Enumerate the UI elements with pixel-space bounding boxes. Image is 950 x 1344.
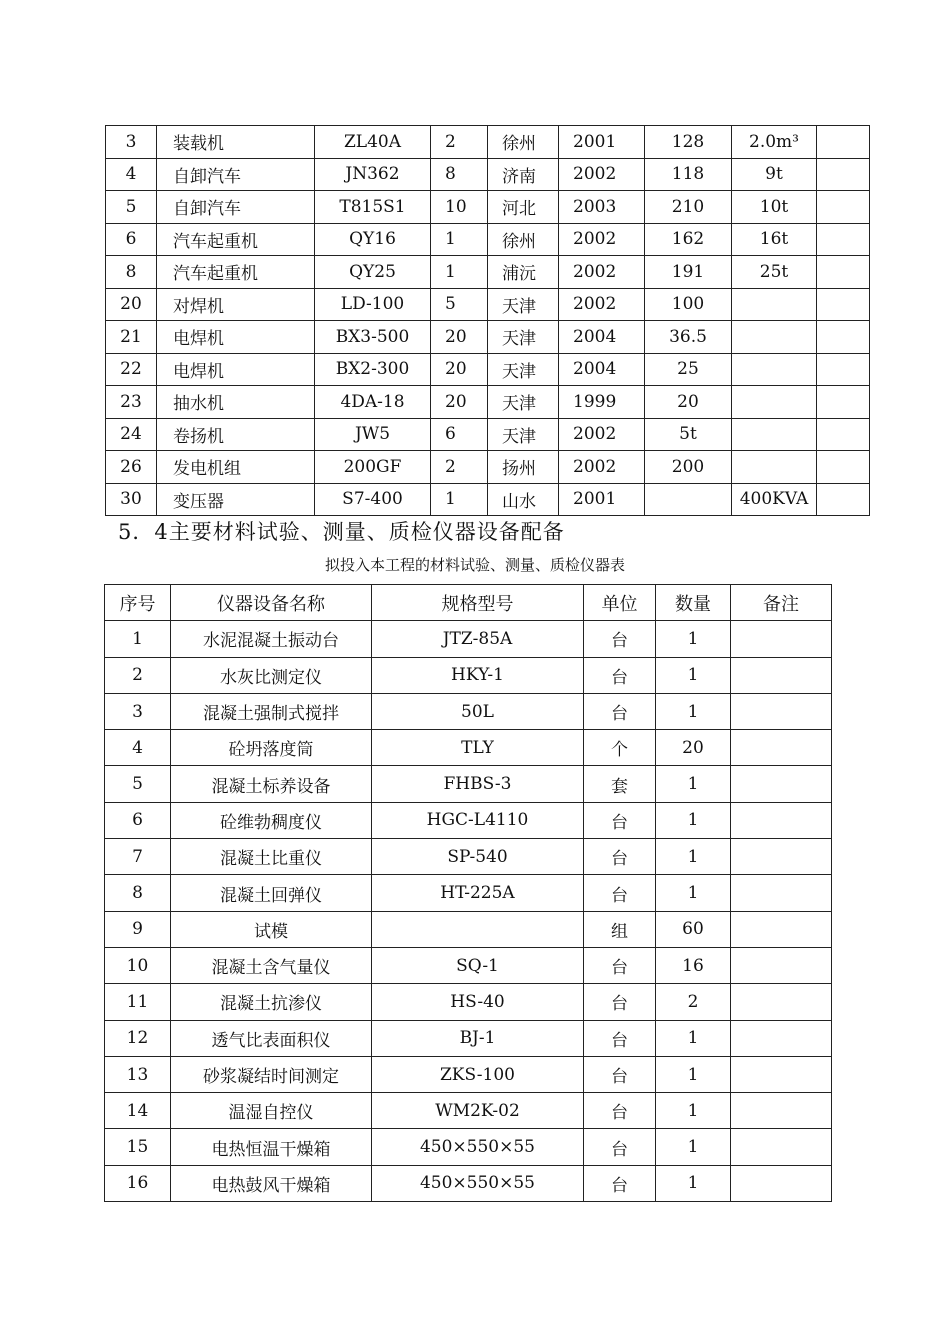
- cell-origin: 天津: [488, 288, 559, 321]
- cell-remark: [731, 730, 832, 766]
- cell-extra: [817, 158, 870, 191]
- cell-capacity: 10t: [732, 191, 817, 224]
- cell-remark: [731, 984, 832, 1020]
- table-row: [105, 802, 832, 838]
- table-row: [105, 1093, 832, 1129]
- cell-name: 砂浆凝结时间测定: [171, 1056, 372, 1092]
- cell-model: 450×550×55: [372, 1165, 584, 1201]
- cell-name: 发电机组: [157, 451, 315, 484]
- cell-extra: [817, 223, 870, 256]
- cell-remark: [731, 947, 832, 983]
- cell-count: 2: [431, 451, 488, 484]
- cell-capacity: [732, 353, 817, 386]
- cell-year: 2002: [559, 223, 645, 256]
- cell-origin: 济南: [488, 158, 559, 191]
- cell-name: 水泥混凝土振动台: [171, 621, 372, 657]
- cell-seq: 4: [106, 158, 157, 191]
- cell-seq: 5: [106, 191, 157, 224]
- cell-name: 自卸汽车: [157, 158, 315, 191]
- cell-model: ZL40A: [315, 126, 431, 159]
- cell-year: 1999: [559, 386, 645, 419]
- table-row: [106, 451, 870, 484]
- cell-remark: [731, 875, 832, 911]
- cell-model: BX2-300: [315, 353, 431, 386]
- cell-year: 2002: [559, 158, 645, 191]
- cell-name: 混凝土含气量仪: [171, 947, 372, 983]
- table-row: [105, 1020, 832, 1056]
- cell-origin: 天津: [488, 353, 559, 386]
- cell-year: 2004: [559, 353, 645, 386]
- cell-name: 对焊机: [157, 288, 315, 321]
- cell-model: JN362: [315, 158, 431, 191]
- cell-name: 混凝土回弹仪: [171, 875, 372, 911]
- cell-remark: [731, 621, 832, 657]
- cell-remark: [731, 1093, 832, 1129]
- cell-year: 2002: [559, 418, 645, 451]
- cell-count: 5: [431, 288, 488, 321]
- cell-qty: 1: [656, 1056, 731, 1092]
- table-row: [106, 483, 870, 516]
- cell-power: 200: [645, 451, 732, 484]
- cell-model: HT-225A: [372, 875, 584, 911]
- cell-model: 200GF: [315, 451, 431, 484]
- cell-name: 电焊机: [157, 353, 315, 386]
- cell-seq: 7: [105, 839, 171, 875]
- cell-qty: 1: [656, 839, 731, 875]
- cell-power: 162: [645, 223, 732, 256]
- cell-name: 砼坍落度筒: [171, 730, 372, 766]
- cell-model: ZKS-100: [372, 1056, 584, 1092]
- table-row: [105, 1165, 832, 1201]
- cell-extra: [817, 353, 870, 386]
- cell-unit: 台: [584, 1129, 656, 1165]
- cell-unit: 台: [584, 875, 656, 911]
- table-row: [106, 126, 870, 159]
- cell-model: QY16: [315, 223, 431, 256]
- cell-seq: 2: [105, 657, 171, 693]
- cell-extra: [817, 483, 870, 516]
- cell-model: 4DA-18: [315, 386, 431, 419]
- instrument-table: [104, 584, 832, 1202]
- cell-seq: 6: [105, 802, 171, 838]
- cell-seq: 4: [105, 730, 171, 766]
- cell-name: 混凝土比重仪: [171, 839, 372, 875]
- cell-extra: [817, 451, 870, 484]
- cell-model: HS-40: [372, 984, 584, 1020]
- header-seq: 序号: [105, 585, 171, 621]
- cell-qty: 1: [656, 693, 731, 729]
- cell-extra: [817, 288, 870, 321]
- cell-remark: [731, 911, 832, 947]
- cell-remark: [731, 1129, 832, 1165]
- cell-name: 混凝土强制式搅拌: [171, 693, 372, 729]
- cell-qty: 16: [656, 947, 731, 983]
- cell-year: 2002: [559, 451, 645, 484]
- cell-seq: 16: [105, 1165, 171, 1201]
- cell-origin: 天津: [488, 386, 559, 419]
- cell-origin: 浦沅: [488, 256, 559, 289]
- table-row: [105, 1056, 832, 1092]
- cell-name: 透气比表面积仪: [171, 1020, 372, 1056]
- cell-qty: 1: [656, 766, 731, 802]
- cell-name: 装载机: [157, 126, 315, 159]
- cell-count: 6: [431, 418, 488, 451]
- cell-name: 混凝土抗渗仪: [171, 984, 372, 1020]
- cell-capacity: [732, 451, 817, 484]
- cell-name: 电焊机: [157, 321, 315, 354]
- cell-unit: 台: [584, 947, 656, 983]
- cell-capacity: [732, 288, 817, 321]
- cell-origin: 徐州: [488, 223, 559, 256]
- table-row: [106, 256, 870, 289]
- cell-seq: 15: [105, 1129, 171, 1165]
- cell-seq: 21: [106, 321, 157, 354]
- cell-seq: 11: [105, 984, 171, 1020]
- cell-year: 2001: [559, 483, 645, 516]
- header-unit: 单位: [584, 585, 656, 621]
- header-qty: 数量: [656, 585, 731, 621]
- cell-unit: 套: [584, 766, 656, 802]
- cell-power: 25: [645, 353, 732, 386]
- cell-capacity: [732, 418, 817, 451]
- table-row: [105, 1129, 832, 1165]
- equipment-table-body: [106, 126, 870, 516]
- cell-name: 自卸汽车: [157, 191, 315, 224]
- cell-year: 2004: [559, 321, 645, 354]
- instrument-table-body: [105, 621, 832, 1202]
- cell-name: 砼维勃稠度仪: [171, 802, 372, 838]
- cell-unit: 台: [584, 693, 656, 729]
- cell-model: SQ-1: [372, 947, 584, 983]
- cell-name: 温湿自控仪: [171, 1093, 372, 1129]
- cell-capacity: 2.0m³: [732, 126, 817, 159]
- cell-origin: 天津: [488, 418, 559, 451]
- cell-seq: 13: [105, 1056, 171, 1092]
- cell-model: SP-540: [372, 839, 584, 875]
- cell-model: JW5: [315, 418, 431, 451]
- cell-count: 1: [431, 223, 488, 256]
- cell-seq: 20: [106, 288, 157, 321]
- cell-seq: 14: [105, 1093, 171, 1129]
- section-title: 5．4主要材料试验、测量、质检仪器设备配备: [118, 520, 565, 544]
- cell-extra: [817, 321, 870, 354]
- cell-qty: 1: [656, 802, 731, 838]
- cell-model: TLY: [372, 730, 584, 766]
- cell-qty: 1: [656, 621, 731, 657]
- cell-power: 191: [645, 256, 732, 289]
- cell-name: 汽车起重机: [157, 256, 315, 289]
- cell-model: LD-100: [315, 288, 431, 321]
- cell-extra: [817, 256, 870, 289]
- table-caption: 拟投入本工程的材料试验、测量、质检仪器表: [324, 556, 625, 574]
- cell-unit: 台: [584, 1093, 656, 1129]
- cell-model: HGC-L4110: [372, 802, 584, 838]
- cell-unit: 台: [584, 621, 656, 657]
- cell-remark: [731, 693, 832, 729]
- cell-year: 2001: [559, 126, 645, 159]
- cell-seq: 22: [106, 353, 157, 386]
- cell-unit: 组: [584, 911, 656, 947]
- table-row: [106, 158, 870, 191]
- cell-power: [645, 483, 732, 516]
- cell-name: 水灰比测定仪: [171, 657, 372, 693]
- cell-model: JTZ-85A: [372, 621, 584, 657]
- cell-origin: 山水: [488, 483, 559, 516]
- cell-capacity: [732, 321, 817, 354]
- table-row: [105, 766, 832, 802]
- table-row: [105, 839, 832, 875]
- cell-name: 电热鼓风干燥箱: [171, 1165, 372, 1201]
- cell-origin: 天津: [488, 321, 559, 354]
- cell-extra: [817, 418, 870, 451]
- cell-qty: 1: [656, 1020, 731, 1056]
- table-row: [105, 875, 832, 911]
- cell-unit: 台: [584, 1165, 656, 1201]
- cell-count: 20: [431, 386, 488, 419]
- cell-name: 抽水机: [157, 386, 315, 419]
- equipment-table: [105, 125, 870, 516]
- table-row: [106, 223, 870, 256]
- cell-count: 10: [431, 191, 488, 224]
- cell-model: BX3-500: [315, 321, 431, 354]
- cell-remark: [731, 802, 832, 838]
- cell-seq: 3: [106, 126, 157, 159]
- header-model: 规格型号: [372, 585, 584, 621]
- cell-power: 100: [645, 288, 732, 321]
- cell-seq: 24: [106, 418, 157, 451]
- cell-remark: [731, 657, 832, 693]
- cell-qty: 1: [656, 875, 731, 911]
- cell-seq: 26: [106, 451, 157, 484]
- cell-unit: 台: [584, 802, 656, 838]
- cell-name: 电热恒温干燥箱: [171, 1129, 372, 1165]
- cell-name: 混凝土标养设备: [171, 766, 372, 802]
- cell-seq: 12: [105, 1020, 171, 1056]
- header-remark: 备注: [731, 585, 832, 621]
- cell-seq: 30: [106, 483, 157, 516]
- cell-origin: 河北: [488, 191, 559, 224]
- table-row: [105, 911, 832, 947]
- cell-capacity: 16t: [732, 223, 817, 256]
- cell-seq: 8: [105, 875, 171, 911]
- cell-qty: 20: [656, 730, 731, 766]
- cell-power: 118: [645, 158, 732, 191]
- table-row: [105, 947, 832, 983]
- header-name: 仪器设备名称: [171, 585, 372, 621]
- cell-model: WM2K-02: [372, 1093, 584, 1129]
- cell-capacity: 25t: [732, 256, 817, 289]
- cell-unit: 台: [584, 657, 656, 693]
- table-row: [106, 288, 870, 321]
- cell-seq: 6: [106, 223, 157, 256]
- table-row: [106, 418, 870, 451]
- cell-remark: [731, 839, 832, 875]
- cell-count: 2: [431, 126, 488, 159]
- cell-remark: [731, 1020, 832, 1056]
- cell-count: 1: [431, 256, 488, 289]
- table-row: [105, 657, 832, 693]
- cell-model: FHBS-3: [372, 766, 584, 802]
- cell-seq: 8: [106, 256, 157, 289]
- table-row: [105, 693, 832, 729]
- instrument-header-row: [105, 585, 832, 621]
- cell-qty: 1: [656, 1165, 731, 1201]
- cell-remark: [731, 766, 832, 802]
- table-row: [106, 191, 870, 224]
- cell-power: 128: [645, 126, 732, 159]
- cell-model: HKY-1: [372, 657, 584, 693]
- table-row: [106, 321, 870, 354]
- cell-unit: 台: [584, 1020, 656, 1056]
- cell-unit: 台: [584, 984, 656, 1020]
- cell-origin: 徐州: [488, 126, 559, 159]
- cell-power: 36.5: [645, 321, 732, 354]
- cell-model: BJ-1: [372, 1020, 584, 1056]
- cell-capacity: 400KVA: [732, 483, 817, 516]
- cell-count: 20: [431, 353, 488, 386]
- cell-model: T815S1: [315, 191, 431, 224]
- cell-name: 汽车起重机: [157, 223, 315, 256]
- cell-power: 210: [645, 191, 732, 224]
- cell-remark: [731, 1056, 832, 1092]
- cell-unit: 台: [584, 839, 656, 875]
- cell-year: 2003: [559, 191, 645, 224]
- cell-capacity: 9t: [732, 158, 817, 191]
- cell-year: 2002: [559, 256, 645, 289]
- table-row: [105, 984, 832, 1020]
- cell-model: 50L: [372, 693, 584, 729]
- cell-capacity: [732, 386, 817, 419]
- cell-seq: 3: [105, 693, 171, 729]
- cell-count: 1: [431, 483, 488, 516]
- cell-qty: 60: [656, 911, 731, 947]
- cell-unit: 台: [584, 1056, 656, 1092]
- cell-name: 卷扬机: [157, 418, 315, 451]
- cell-origin: 扬州: [488, 451, 559, 484]
- table-row: [105, 730, 832, 766]
- cell-year: 2002: [559, 288, 645, 321]
- cell-seq: 5: [105, 766, 171, 802]
- cell-seq: 10: [105, 947, 171, 983]
- cell-name: 试模: [171, 911, 372, 947]
- cell-count: 20: [431, 321, 488, 354]
- cell-seq: 9: [105, 911, 171, 947]
- cell-seq: 23: [106, 386, 157, 419]
- cell-power: 20: [645, 386, 732, 419]
- cell-qty: 2: [656, 984, 731, 1020]
- cell-extra: [817, 386, 870, 419]
- cell-seq: 1: [105, 621, 171, 657]
- cell-extra: [817, 126, 870, 159]
- table-row: [105, 621, 832, 657]
- cell-extra: [817, 191, 870, 224]
- cell-power: 5t: [645, 418, 732, 451]
- cell-model: QY25: [315, 256, 431, 289]
- cell-count: 8: [431, 158, 488, 191]
- cell-qty: 1: [656, 1093, 731, 1129]
- cell-remark: [731, 1165, 832, 1201]
- cell-name: 变压器: [157, 483, 315, 516]
- cell-model: [372, 911, 584, 947]
- cell-qty: 1: [656, 1129, 731, 1165]
- table-row: [106, 386, 870, 419]
- cell-qty: 1: [656, 657, 731, 693]
- cell-model: 450×550×55: [372, 1129, 584, 1165]
- cell-unit: 个: [584, 730, 656, 766]
- cell-model: S7-400: [315, 483, 431, 516]
- table-row: [106, 353, 870, 386]
